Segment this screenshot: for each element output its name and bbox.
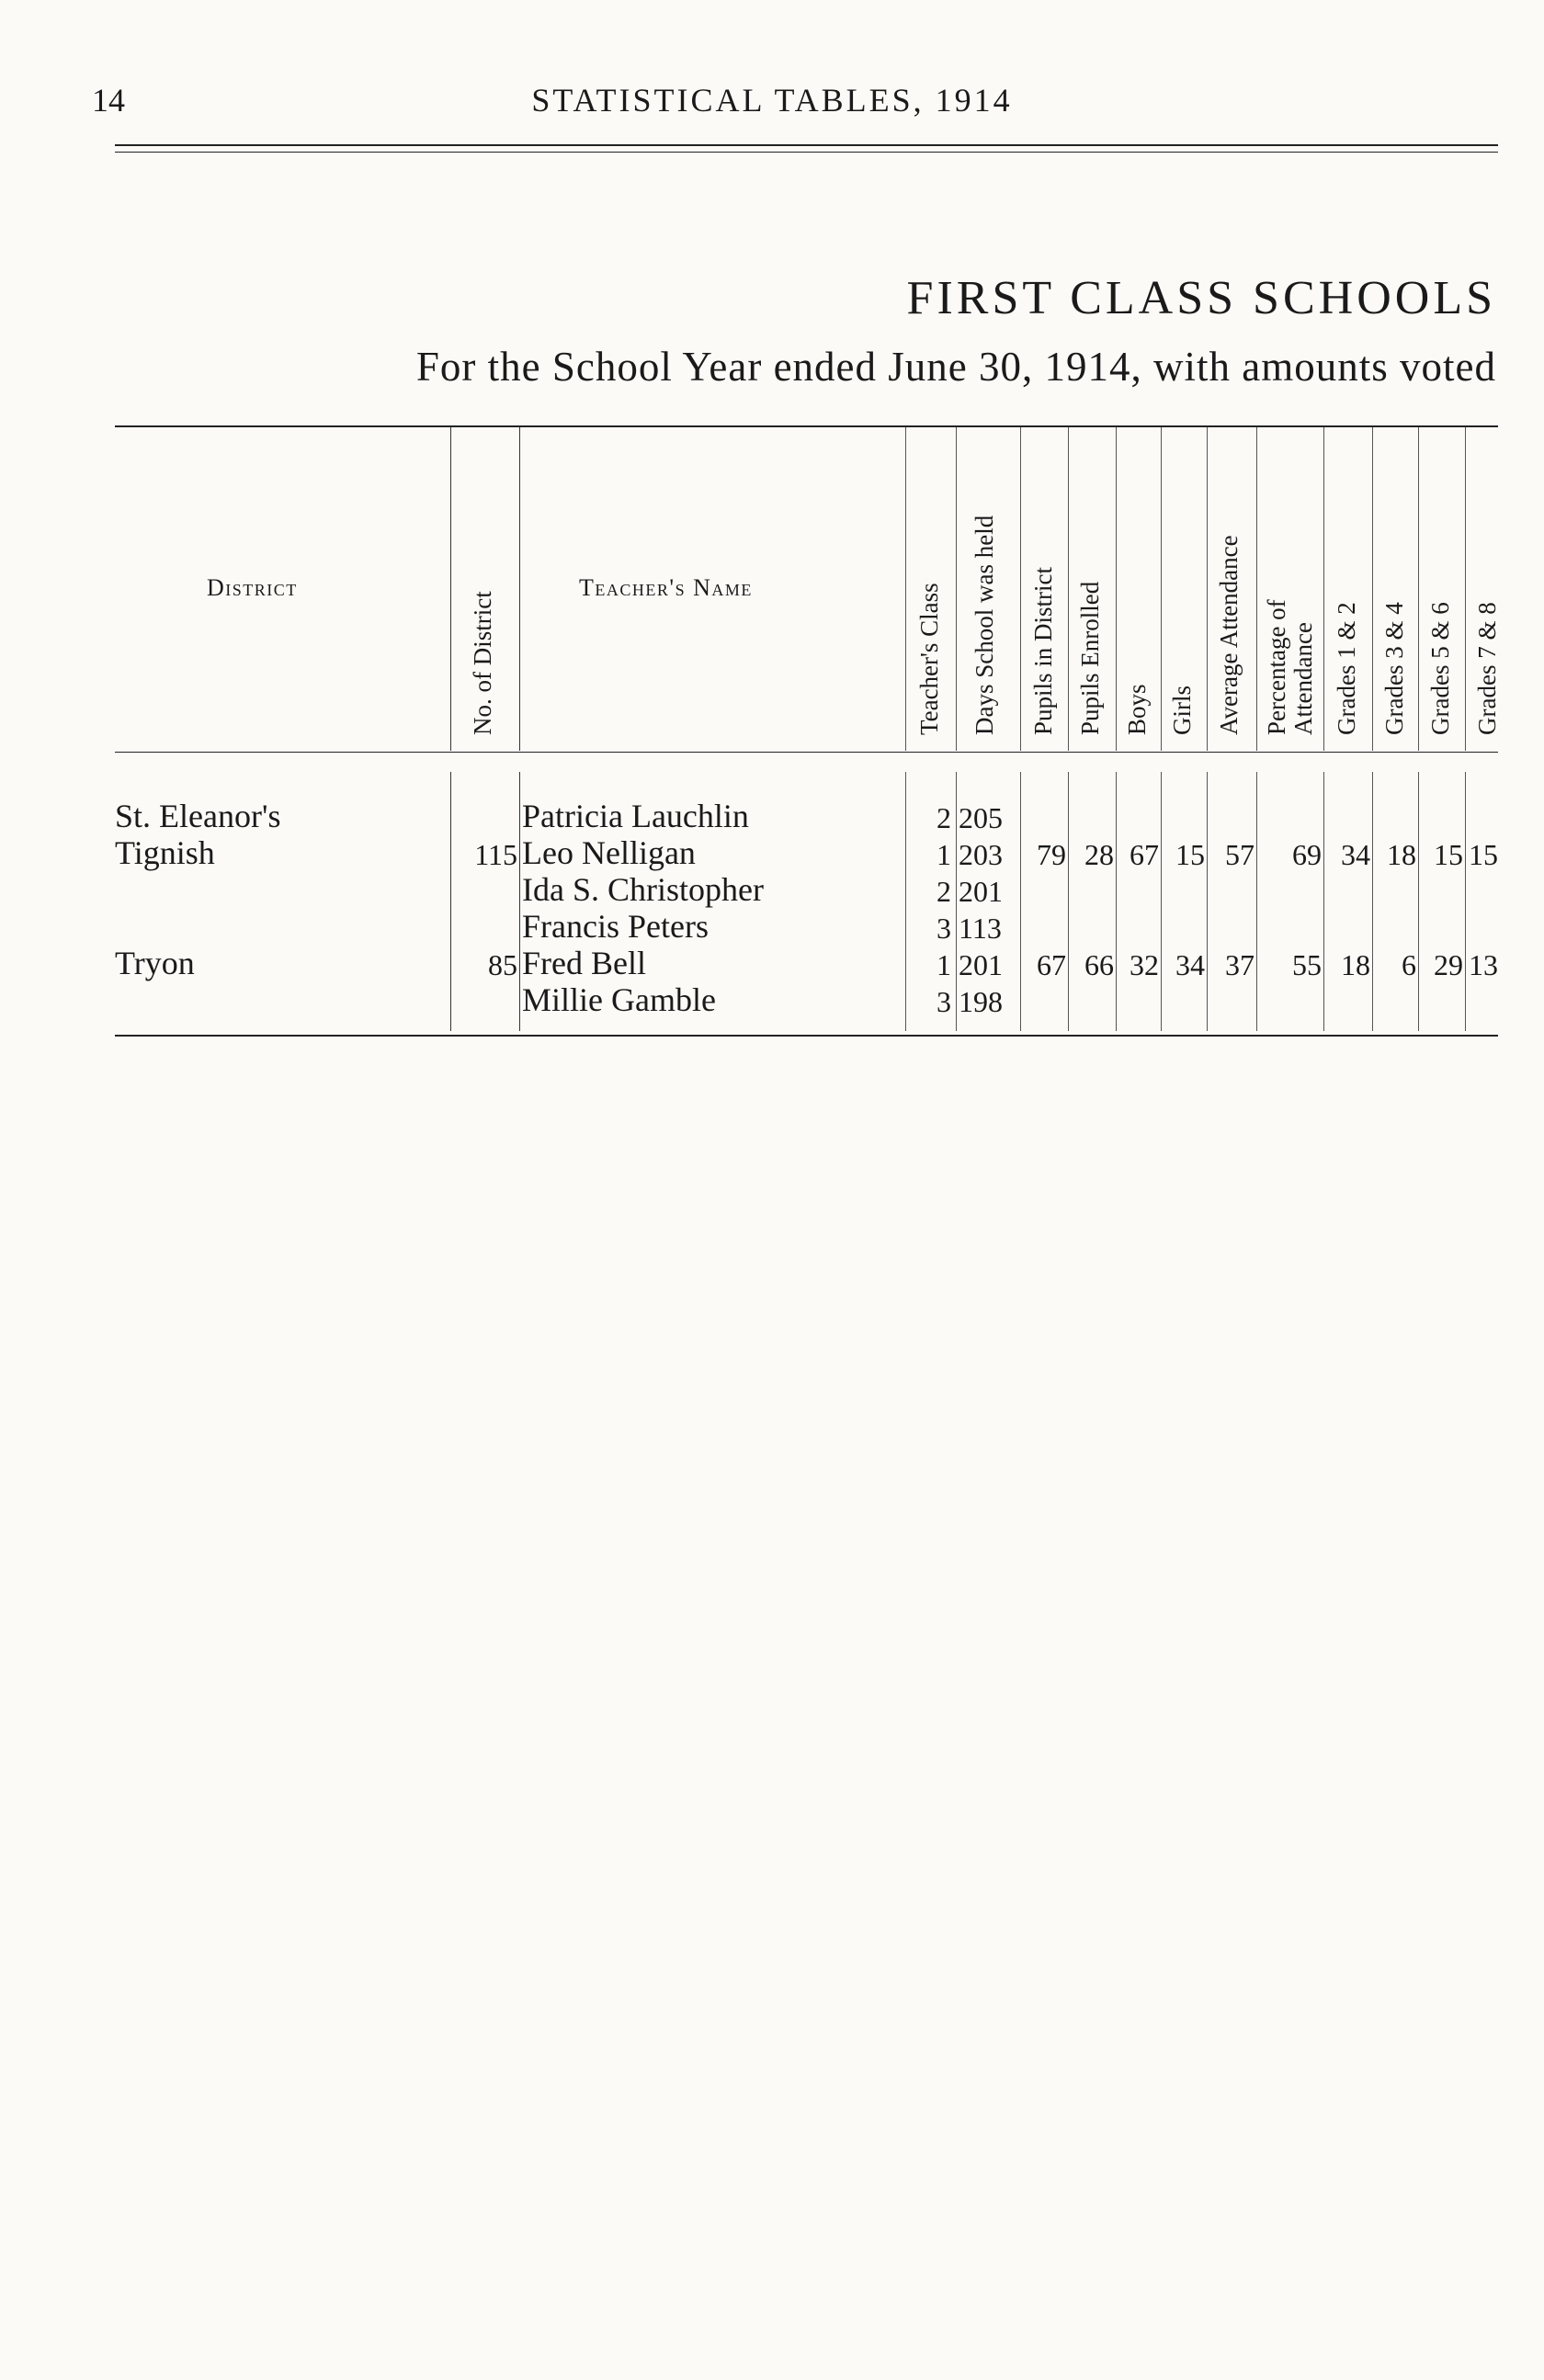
col-divider — [519, 427, 520, 751]
days-held: 201 — [959, 875, 1003, 908]
district-name: Tignish — [115, 834, 215, 871]
days-held: 203 — [959, 838, 1003, 871]
average-attendance: 37 — [1225, 948, 1254, 981]
col-divider — [1207, 427, 1208, 751]
col-divider — [1372, 772, 1373, 1031]
col-divider — [1068, 772, 1069, 1031]
percentage-attendance: 69 — [1292, 838, 1322, 871]
teacher-name: Patricia Lauchlin — [522, 798, 749, 834]
col-divider — [1256, 427, 1257, 751]
teacher-class: 2 — [937, 875, 951, 908]
column-header-grades-1-2: Grades 1 & 2 — [1333, 602, 1360, 735]
header-bottom-rule — [115, 752, 1498, 753]
grades-5-6: 15 — [1434, 838, 1463, 871]
percentage-attendance: 55 — [1292, 948, 1322, 981]
col-divider — [1020, 427, 1021, 751]
col-divider — [1207, 772, 1208, 1031]
boys-count: 67 — [1130, 838, 1159, 871]
girls-count: 34 — [1175, 948, 1205, 981]
grades-3-4: 18 — [1387, 838, 1416, 871]
col-divider — [1323, 772, 1324, 1031]
average-attendance: 57 — [1225, 838, 1254, 871]
col-divider — [1020, 772, 1021, 1031]
col-divider — [1161, 427, 1162, 751]
column-header-boys: Boys — [1123, 684, 1151, 735]
grades-5-6: 29 — [1434, 948, 1463, 981]
col-divider — [1418, 427, 1419, 751]
col-divider — [905, 427, 906, 751]
teacher-class: 1 — [937, 838, 951, 871]
grades-1-2: 34 — [1341, 838, 1370, 871]
days-held: 198 — [959, 985, 1003, 1018]
pupils-enrolled: 66 — [1084, 948, 1114, 981]
col-divider — [956, 427, 957, 751]
teacher-name: Fred Bell — [522, 945, 646, 981]
col-divider — [1465, 772, 1466, 1031]
running-title: STATISTICAL TABLES, 1914 — [531, 82, 1013, 119]
column-header-pupils-in-district: Pupils in District — [1029, 566, 1057, 735]
teacher-class: 2 — [937, 801, 951, 834]
days-held: 201 — [959, 948, 1003, 981]
col-divider — [1116, 427, 1117, 751]
column-header-average-attendance: Average Attendance — [1215, 535, 1243, 735]
column-header-teacher-class: Teacher's Class — [915, 583, 943, 735]
district-number: 115 — [474, 838, 517, 871]
teacher-name: Leo Nelligan — [522, 834, 696, 871]
pupils-in-district: 79 — [1037, 838, 1066, 871]
district-number: 85 — [488, 948, 517, 981]
pupils-enrolled: 28 — [1084, 838, 1114, 871]
teacher-class: 3 — [937, 912, 951, 945]
teacher-name: Ida S. Christopher — [522, 871, 764, 908]
col-divider — [1161, 772, 1162, 1031]
column-header-grades-5-6: Grades 5 & 6 — [1426, 602, 1454, 735]
table-bottom-rule — [115, 1035, 1498, 1037]
table-title: FIRST CLASS SCHOOLS — [906, 272, 1496, 324]
table-subtitle: For the School Year ended June 30, 1914, with amounts voted — [415, 344, 1496, 390]
running-header — [0, 81, 1544, 127]
teacher-class: 3 — [937, 985, 951, 1018]
header-rule — [115, 144, 1498, 146]
teacher-class: 1 — [937, 948, 951, 981]
col-divider — [1372, 427, 1373, 751]
grades-1-2: 18 — [1341, 948, 1370, 981]
header-rule-inner — [115, 152, 1498, 153]
teacher-name: Millie Gamble — [522, 981, 716, 1018]
col-divider — [1418, 772, 1419, 1031]
district-name: St. Eleanor's — [115, 798, 281, 834]
table-top-rule — [115, 425, 1498, 427]
column-header-pupils-enrolled: Pupils Enrolled — [1076, 581, 1104, 735]
grades-7-8: 15 — [1469, 838, 1498, 871]
col-divider — [1323, 427, 1324, 751]
col-divider — [450, 427, 451, 751]
pupils-in-district: 67 — [1037, 948, 1066, 981]
column-header-grades-7-8: Grades 7 & 8 — [1473, 602, 1501, 735]
days-held: 205 — [959, 801, 1003, 834]
girls-count: 15 — [1175, 838, 1205, 871]
grades-7-8: 13 — [1469, 948, 1498, 981]
col-divider — [519, 772, 520, 1031]
column-header-days-held: Days School was held — [971, 515, 998, 735]
column-header-percentage-attendance: Attendance — [1289, 622, 1317, 735]
column-header-girls: Girls — [1168, 686, 1196, 735]
boys-count: 32 — [1130, 948, 1159, 981]
col-divider — [1465, 427, 1466, 751]
column-header-percentage: Percentage of — [1263, 599, 1290, 735]
col-divider — [1256, 772, 1257, 1031]
district-name: Tryon — [115, 945, 195, 981]
days-held: 113 — [959, 912, 1002, 945]
col-divider — [956, 772, 957, 1031]
col-divider — [1116, 772, 1117, 1031]
column-header-district: District — [207, 574, 298, 601]
col-divider — [905, 772, 906, 1031]
col-divider — [450, 772, 451, 1031]
column-header-district-no: No. of District — [469, 591, 496, 735]
column-header-teacher-name: Teacher's Name — [579, 574, 753, 601]
grades-3-4: 6 — [1402, 948, 1416, 981]
teacher-name: Francis Peters — [522, 908, 709, 945]
column-header-grades-3-4: Grades 3 & 4 — [1380, 602, 1408, 735]
col-divider — [1068, 427, 1069, 751]
page-number: 14 — [92, 82, 125, 119]
